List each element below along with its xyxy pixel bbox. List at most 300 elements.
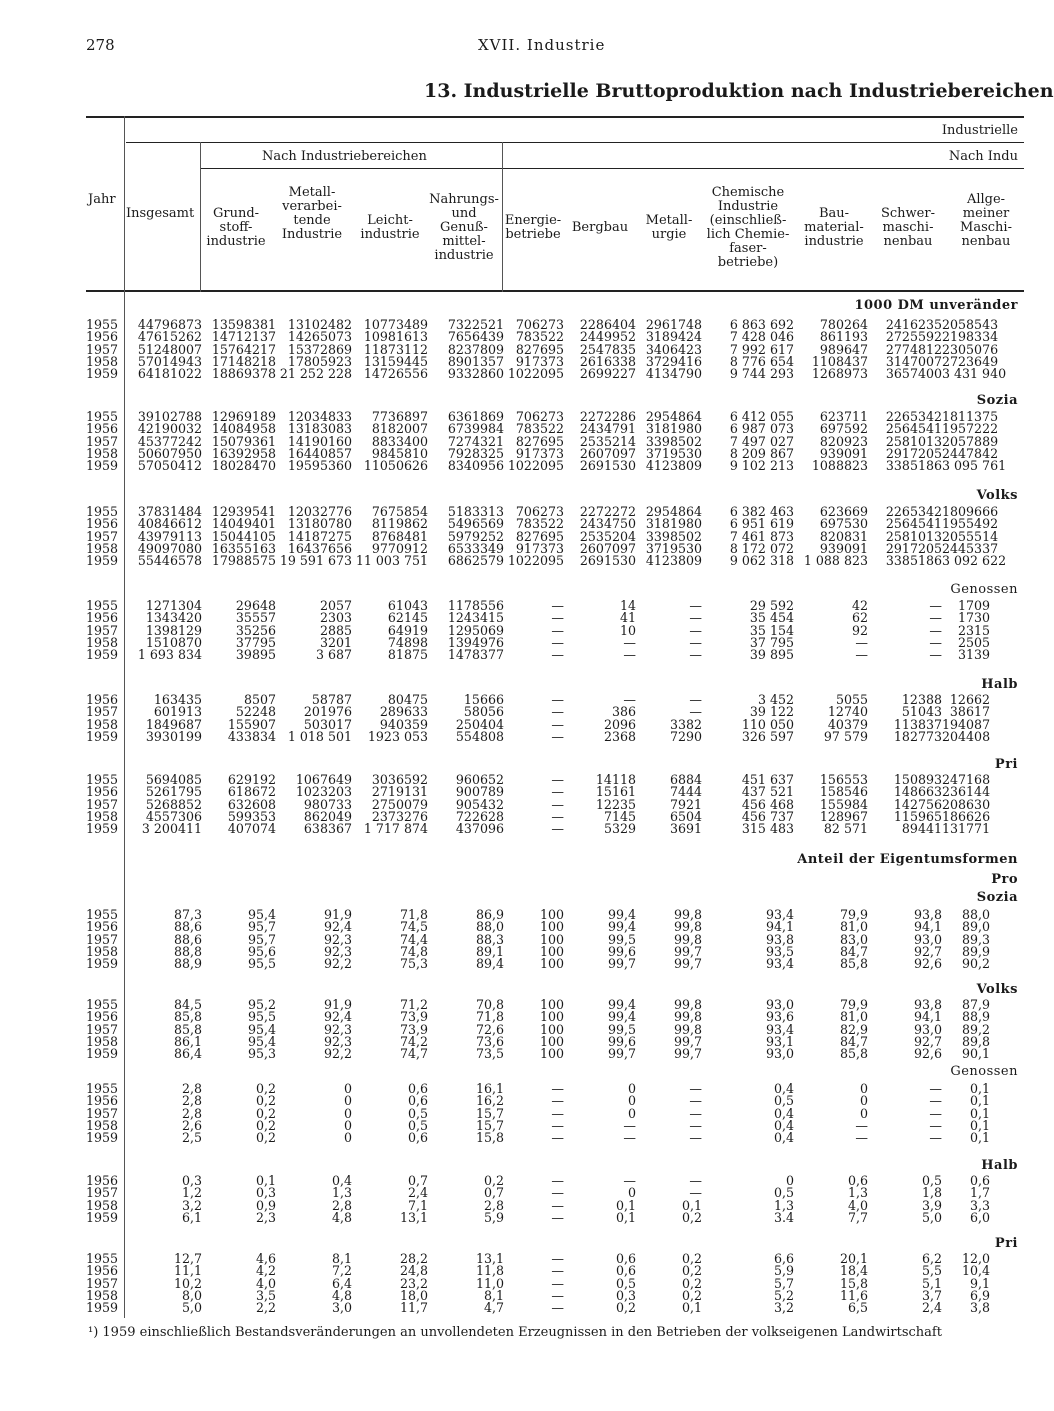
value-cell: 41	[619, 610, 636, 626]
value-cell: 1809666	[942, 504, 999, 519]
value-cell: 3 431 940	[942, 366, 1007, 382]
value-cell: 86,1	[173, 1033, 202, 1049]
value-cell: 12662	[949, 692, 990, 707]
year-cell: 1956	[86, 516, 119, 532]
table-p-genossen	[86, 1083, 990, 1144]
table-sozia	[86, 409, 1007, 474]
year-cell: 1959	[86, 1046, 119, 1062]
value-cell: 88,6	[173, 931, 202, 947]
value-cell: 6,1	[181, 1209, 202, 1225]
value-cell: 89,0	[961, 919, 990, 935]
value-cell: 73,9	[399, 1021, 428, 1037]
h-line: industrie	[360, 227, 420, 242]
value-cell: 99,8	[673, 919, 702, 935]
value-cell: 1 717 874	[363, 821, 428, 837]
value-cell: 88,9	[961, 1009, 990, 1025]
value-cell: 8,0	[181, 1287, 202, 1303]
value-cell: 2272272	[579, 504, 636, 519]
year-cell: 1957	[86, 1275, 119, 1291]
value-cell: 0,1	[969, 1117, 990, 1133]
value-cell: 3,8	[969, 1300, 990, 1316]
value-cell: 7,1	[407, 1197, 428, 1213]
value-cell: —	[855, 647, 868, 663]
table-row	[86, 460, 990, 472]
value-cell: 95,6	[247, 943, 276, 959]
value-cell: 74,7	[399, 1046, 428, 1062]
value-cell: 2699227	[579, 366, 636, 382]
table-pri	[86, 774, 990, 835]
value-cell: 3729416	[645, 353, 702, 369]
value-cell: —	[551, 1081, 564, 1096]
header-baumaterial	[798, 207, 870, 249]
value-cell: 99,8	[673, 1009, 702, 1025]
value-cell: 900789	[455, 784, 504, 800]
value-cell: 6884	[669, 772, 702, 787]
value-cell: 89,9	[961, 943, 990, 959]
table-halb	[86, 694, 990, 743]
header-nach-industriebereichen: Nach Industriebereichen	[262, 149, 427, 164]
value-cell: —	[551, 634, 564, 650]
value-cell: —	[929, 634, 942, 650]
header-insgesamt: Insgesamt	[126, 206, 195, 221]
value-cell: 0,5	[407, 1105, 428, 1121]
table-row	[86, 1095, 990, 1107]
value-cell: 29 592	[749, 598, 794, 613]
value-cell: 783522	[515, 421, 564, 437]
value-cell: 4,2	[255, 1263, 276, 1279]
value-cell: 623711	[819, 409, 868, 424]
value-cell: 150893	[893, 772, 942, 787]
value-cell: 6,4	[331, 1275, 352, 1291]
value-cell: 250404	[455, 716, 504, 732]
value-cell: 100	[539, 997, 564, 1012]
value-cell: 15,7	[475, 1117, 504, 1133]
year-cell: 1959	[86, 728, 119, 744]
value-cell: 84,7	[839, 943, 868, 959]
value-cell: —	[551, 1117, 564, 1133]
value-cell: 8182007	[371, 421, 428, 437]
value-cell: 2449952	[579, 329, 636, 345]
value-cell: 74,4	[399, 931, 428, 947]
value-cell: 6 382 463	[729, 504, 794, 519]
value-cell: 1,7	[969, 1185, 990, 1201]
value-cell: 57050412	[137, 458, 202, 474]
year-cell: 1957	[86, 622, 119, 638]
year-cell: 1959	[86, 553, 119, 569]
value-cell: 61043	[387, 598, 428, 613]
value-cell: 10773489	[363, 317, 428, 332]
h-line: industrie	[434, 248, 494, 263]
value-cell: 92,2	[323, 956, 352, 972]
value-cell: 0	[859, 1105, 868, 1121]
value-cell: 8768481	[371, 528, 428, 544]
col-divider-bereiche	[502, 142, 503, 292]
value-cell: 722628	[455, 808, 504, 824]
value-cell: 16437656	[287, 540, 352, 556]
section-genossen: Genossen	[950, 582, 1018, 597]
value-cell: 0,3	[255, 1185, 276, 1201]
year-cell: 1956	[86, 692, 119, 707]
value-cell: 2954864	[645, 409, 702, 424]
value-cell: 3,3	[969, 1197, 990, 1213]
value-cell: 11,0	[475, 1275, 504, 1291]
value-cell: —	[551, 647, 564, 663]
value-cell: 0	[343, 1117, 352, 1133]
h-line: Chemische	[711, 185, 785, 200]
value-cell: 2564541	[885, 516, 942, 532]
value-cell: 2607097	[579, 540, 636, 556]
value-cell: 2774812	[885, 341, 942, 357]
value-cell: 42	[851, 598, 868, 613]
value-cell: 1955492	[942, 516, 999, 532]
value-cell: 1067649	[295, 772, 352, 787]
h-line: tende	[293, 213, 331, 228]
value-cell: 7444	[669, 784, 702, 800]
value-cell: 13102482	[287, 317, 352, 332]
value-cell: 142756	[893, 796, 942, 812]
value-cell: —	[551, 1287, 564, 1303]
value-cell: 2917205	[885, 540, 942, 556]
value-cell: 35557	[235, 610, 276, 626]
value-cell: 5,9	[483, 1209, 504, 1225]
value-cell: 3189424	[645, 329, 702, 345]
value-cell: 2368	[603, 728, 636, 744]
value-cell: 3382	[669, 716, 702, 732]
year-cell: 1958	[86, 716, 119, 732]
value-cell: 3406423	[645, 341, 702, 357]
value-cell: 95,4	[247, 1021, 276, 1037]
value-cell: 94,1	[913, 919, 942, 935]
value-cell: 0	[343, 1105, 352, 1121]
value-cell: —	[689, 1081, 702, 1096]
value-cell: 99,8	[673, 907, 702, 922]
value-cell: 13,1	[399, 1209, 428, 1225]
value-cell: 15,8	[839, 1275, 868, 1291]
value-cell: 783522	[515, 329, 564, 345]
value-cell: 4123809	[645, 553, 702, 569]
value-cell: 11,6	[839, 1287, 868, 1303]
value-cell: 93,6	[765, 1009, 794, 1025]
value-cell: 9845810	[371, 445, 428, 461]
table-p-halb	[86, 1175, 990, 1224]
value-cell: 2723649	[942, 353, 999, 369]
value-cell: 204408	[942, 728, 991, 744]
value-cell: 81,0	[839, 1009, 868, 1025]
value-cell: —	[689, 1117, 702, 1133]
value-cell: 1 018 501	[287, 728, 352, 744]
value-cell: 24,8	[399, 1263, 428, 1279]
year-cell: 1955	[86, 1081, 119, 1096]
h-line: Leicht-	[367, 213, 413, 228]
value-cell: 3 092 622	[942, 553, 1007, 569]
value-cell: 7322521	[447, 317, 504, 332]
value-cell: 37795	[235, 634, 276, 650]
value-cell: 4,7	[483, 1300, 504, 1316]
value-cell: 15161	[595, 784, 636, 800]
value-cell: 4,8	[331, 1209, 352, 1225]
value-cell: —	[623, 1130, 636, 1146]
value-cell: 7290	[669, 728, 702, 744]
h-line: maschi-	[882, 220, 934, 235]
value-cell: 7 428 046	[729, 329, 794, 345]
subgroup-rule	[200, 168, 1024, 169]
value-cell: 19595360	[287, 458, 352, 474]
value-cell: 15044105	[211, 528, 276, 544]
value-cell: 3036592	[371, 772, 428, 787]
value-cell: 74,5	[399, 919, 428, 935]
value-cell: 632608	[227, 796, 276, 812]
page-number: 278	[86, 36, 115, 54]
value-cell: 4,0	[255, 1275, 276, 1291]
value-cell: 88,9	[173, 956, 202, 972]
year-cell: 1958	[86, 808, 119, 824]
value-cell: 601913	[153, 704, 202, 720]
h-line: Allge-	[966, 192, 1006, 207]
value-cell: 6,9	[969, 1287, 990, 1303]
year-cell: 1957	[86, 1105, 119, 1121]
value-cell: 6504	[669, 808, 702, 824]
value-cell: 16392958	[211, 445, 276, 461]
value-cell: 18,4	[839, 1263, 868, 1279]
value-cell: 0,2	[681, 1287, 702, 1303]
value-cell: 326 597	[741, 728, 794, 744]
value-cell: 73,5	[475, 1046, 504, 1062]
value-cell: 99,7	[673, 1046, 702, 1062]
value-cell: 1022095	[507, 553, 564, 569]
value-cell: 437096	[455, 821, 504, 837]
value-cell: 72,6	[475, 1021, 504, 1037]
value-cell: 2286404	[579, 317, 636, 332]
value-cell: —	[929, 622, 942, 638]
value-cell: 39102788	[137, 409, 202, 424]
value-cell: 2,8	[181, 1105, 202, 1121]
value-cell: —	[929, 647, 942, 663]
value-cell: 92	[851, 622, 868, 638]
value-cell: 2265342	[885, 409, 942, 424]
value-cell: 0,1	[615, 1209, 636, 1225]
value-cell: 8 209 867	[729, 445, 794, 461]
value-cell: 0,2	[255, 1105, 276, 1121]
header-metallurgie	[636, 214, 702, 242]
value-cell: 8340956	[447, 458, 504, 474]
value-cell: 92,4	[323, 1009, 352, 1025]
value-cell: —	[689, 1105, 702, 1121]
h-line: Grund-	[212, 206, 260, 221]
value-cell: 0	[859, 1081, 868, 1096]
value-cell: 1268973	[811, 366, 868, 382]
value-cell: 8 776 654	[729, 353, 794, 369]
value-cell: 820831	[819, 528, 868, 544]
value-cell: 14190160	[287, 433, 352, 449]
h-line: Metall-	[288, 185, 336, 200]
year-cell: 1956	[86, 784, 119, 800]
value-cell: 95,5	[247, 956, 276, 972]
value-cell: 44796873	[137, 317, 202, 332]
value-cell: 3719530	[645, 445, 702, 461]
value-cell: 70,8	[475, 997, 504, 1012]
value-cell: 0	[627, 1105, 636, 1121]
value-cell: 93,8	[913, 997, 942, 1012]
value-cell: 3,9	[921, 1197, 942, 1213]
value-cell: 2535204	[579, 528, 636, 544]
value-cell: 99,4	[607, 907, 636, 922]
value-cell: 14712137	[211, 329, 276, 345]
value-cell: 92,3	[323, 1033, 352, 1049]
value-cell: 905432	[455, 796, 504, 812]
value-cell: 940359	[379, 716, 428, 732]
value-cell: 35 154	[749, 622, 794, 638]
table-volks	[86, 504, 1007, 569]
table-row	[86, 1108, 990, 1120]
value-cell: 37831484	[137, 504, 202, 519]
value-cell: 1343420	[145, 610, 202, 626]
value-cell: —	[929, 1105, 942, 1121]
value-cell: 93,0	[913, 1021, 942, 1037]
value-cell: 0,2	[681, 1275, 702, 1291]
value-cell: 2303	[319, 610, 352, 626]
value-cell: 289633	[379, 704, 428, 720]
year-cell: 1957	[86, 796, 119, 812]
value-cell: 7656439	[447, 329, 504, 345]
value-cell: 17805923	[287, 353, 352, 369]
value-cell: 21 252 228	[279, 366, 352, 382]
value-cell: 11,1	[173, 1263, 202, 1279]
value-cell: 433834	[227, 728, 276, 744]
value-cell: 92,3	[323, 931, 352, 947]
value-cell: 99,7	[607, 956, 636, 972]
value-cell: 9332860	[447, 366, 504, 382]
value-cell: 0,6	[969, 1173, 990, 1188]
year-cell: 1958	[86, 1117, 119, 1133]
value-cell: 7 497 027	[729, 433, 794, 449]
value-cell: 2445337	[942, 540, 999, 556]
value-cell: 94,1	[913, 1009, 942, 1025]
value-cell: 110 050	[741, 716, 794, 732]
value-cell: 92,7	[913, 1033, 942, 1049]
section-unit: 1000 DM unveränder	[854, 298, 1018, 313]
year-cell: 1955	[86, 772, 119, 787]
value-cell: 79,9	[839, 907, 868, 922]
table-title: 13. Industrielle Bruttoproduktion nach Industriebereichen	[424, 80, 1054, 102]
year-cell: 1957	[86, 341, 119, 357]
value-cell: 0,9	[255, 1197, 276, 1213]
value-cell: 456 468	[741, 796, 794, 812]
section-p-genossen: Genossen	[950, 1064, 1018, 1079]
value-cell: 13180780	[287, 516, 352, 532]
value-cell: 15666	[463, 692, 504, 707]
value-cell: 85,8	[173, 1009, 202, 1025]
value-cell: 14118	[595, 772, 636, 787]
value-cell: 29648	[235, 598, 276, 613]
value-cell: 92,6	[913, 956, 942, 972]
value-cell: —	[689, 1173, 702, 1188]
table-row	[86, 1048, 990, 1060]
value-cell: 9 744 293	[729, 366, 794, 382]
value-cell: 2547835	[579, 341, 636, 357]
year-cell: 1957	[86, 704, 119, 720]
value-cell: 81,0	[839, 919, 868, 935]
value-cell: 5329	[603, 821, 636, 837]
value-cell: 9,1	[969, 1275, 990, 1291]
value-cell: 2198334	[942, 329, 999, 345]
value-cell: 95,4	[247, 907, 276, 922]
value-cell: 52248	[235, 704, 276, 720]
value-cell: —	[551, 692, 564, 707]
value-cell: 8237809	[447, 341, 504, 357]
table-row	[86, 1083, 990, 1095]
value-cell: 38617	[949, 704, 990, 720]
value-cell: 2057889	[942, 433, 999, 449]
value-cell: 99,5	[607, 931, 636, 947]
value-cell: —	[623, 692, 636, 707]
running-header: XVII. Industrie	[478, 36, 606, 54]
value-cell: 6,6	[773, 1251, 794, 1266]
value-cell: 99,6	[607, 1033, 636, 1049]
value-cell: 8 172 072	[729, 540, 794, 556]
value-cell: 93,4	[765, 956, 794, 972]
value-cell: 93,0	[913, 931, 942, 947]
value-cell: 88,0	[961, 907, 990, 922]
value-cell: 618672	[227, 784, 276, 800]
value-cell: 115965	[893, 808, 942, 824]
value-cell: 40846612	[137, 516, 202, 532]
value-cell: 0,6	[407, 1093, 428, 1109]
value-cell: 5,0	[921, 1209, 942, 1225]
value-cell: 5261795	[145, 784, 202, 800]
value-cell: 8,1	[483, 1287, 504, 1303]
value-cell: 0	[343, 1093, 352, 1109]
value-cell: 3.4	[773, 1209, 794, 1225]
value-cell: —	[623, 1117, 636, 1133]
value-cell: 93,1	[765, 1033, 794, 1049]
value-cell: 0,6	[407, 1130, 428, 1146]
value-cell: 7 461 873	[729, 528, 794, 544]
value-cell: 1,3	[773, 1197, 794, 1213]
value-cell: —	[689, 598, 702, 613]
value-cell: 780264	[819, 317, 868, 332]
value-cell: 17148218	[211, 353, 276, 369]
value-cell: —	[551, 1130, 564, 1146]
value-cell: 88,6	[173, 919, 202, 935]
value-cell: 2416235	[885, 317, 942, 332]
header-metallverarbeitende	[274, 186, 350, 242]
value-cell: —	[855, 1130, 868, 1146]
year-cell: 1956	[86, 919, 119, 935]
year-cell: 1959	[86, 647, 119, 663]
value-cell: —	[929, 1130, 942, 1146]
h-line: Schwer-	[881, 206, 935, 221]
value-cell: —	[929, 1081, 942, 1096]
value-cell: 1811375	[942, 409, 999, 424]
value-cell: 7274321	[447, 433, 504, 449]
value-cell: 99,7	[607, 1046, 636, 1062]
value-cell: —	[551, 821, 564, 837]
value-cell: 0,7	[483, 1185, 504, 1201]
value-cell: 58787	[311, 692, 352, 707]
value-cell: 1295069	[447, 622, 504, 638]
value-cell: 73,9	[399, 1009, 428, 1025]
value-cell: 2,4	[921, 1300, 942, 1316]
value-cell: 5,2	[773, 1287, 794, 1303]
value-cell: 92,7	[913, 943, 942, 959]
value-cell: 3,5	[255, 1287, 276, 1303]
value-cell: 88,0	[475, 919, 504, 935]
value-cell: 74,8	[399, 943, 428, 959]
h-line: stoff-	[219, 220, 253, 235]
value-cell: 93,5	[765, 943, 794, 959]
value-cell: 0,2	[255, 1130, 276, 1146]
value-cell: 14049401	[211, 516, 276, 532]
